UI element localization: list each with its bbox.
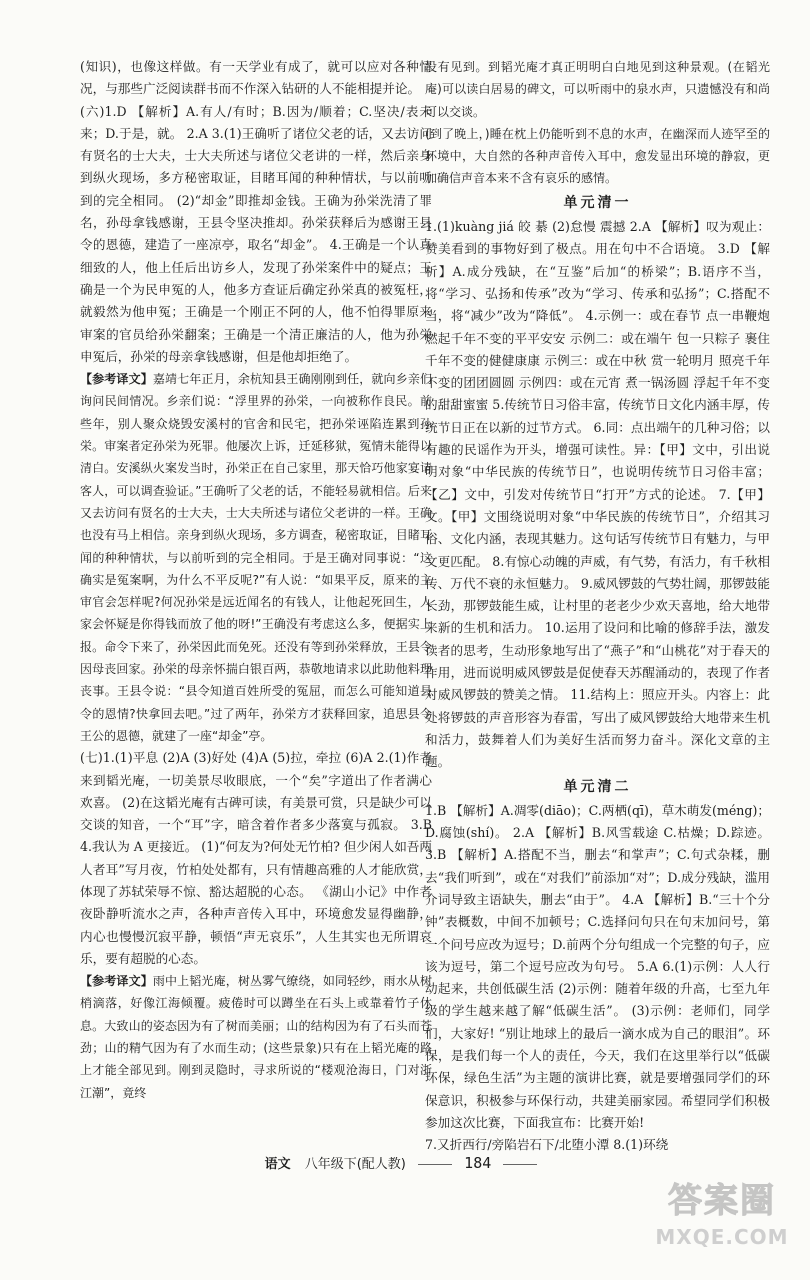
left-column: [80, 56, 432, 1104]
watermark-logo: [642, 1178, 802, 1270]
footer-grade: 八年级下(配人教): [304, 1157, 406, 1172]
translation-text: 雨中上韬光庵，树丛雾气缭绕，如同轻纱，雨水从树梢滴落，好像江海倾覆。疲倦时可以蹲坐在石头上或靠着竹子休息。大致山的姿态因为有了树而美丽；山的结构因为有了石头而苍劲；山的精气因为有了水而生动；(这些景象)只有在上韬光庵的路上才能全部见到。刚到灵隐时，寻求所说的“楼观沧海日，门对浙江潮”，竟终: [80, 974, 432, 1100]
unit1-answers: 1.(1)kuàng jiá 皎 綦 (2)怠慢 震撼 2.A 【解析】叹为观止：赞美看到的事物好到了极点。用在句中不合语境。 3.D 【解析】A.成分残缺，在“互鉴”后加“的桥梁”；B.语序不当，将“学习、弘扬和传承”改为“学习、传承和弘扬”；C.搭配不当，将“减少”改为“降低”。 4.示例一：或在春节 点一串鞭炮 燃起千年不变的平平安安 示例二：或在端午 包一只粽子 裹住千年不变的健健康康 示例三：或在中秋 赏一轮明月 照亮千年不变的团团圆圆 示例四：或在元宵 煮一锅汤圆 浮起千年不变的甜甜蜜蜜 5.传统节日习俗丰富，传统节日文化内涵丰厚，传统节日正在以新的过节方式。 6.同：点出端午的几种习俗；以有趣的民谣作为开头，增强可读性。异：【甲】文中，引出说明对象“中华民族的传统节日”，也说明传统节日习俗丰富；【乙】文中，引发对传统节日“打开”方式的论述。 7.【甲】文。【甲】文围绕说明对象“中华民族的传统节日”，介绍其习俗、文化内涵，表现其魅力。这句话写传统节日有魅力，与甲文更匹配。 8.有惊心动魄的声威，有气势，有活力，有千秋相传、万代不衰的永恒魅力。 9.威风锣鼓的气势壮阔，那锣鼓能长劲，那锣鼓能生威，让村里的老老少少欢天喜地，给大地带来新的生机和活力。 10.运用了设问和比喻的修辞手法，激发读者的思考，生动形象地写出了“燕子”和“山桃花”对于春天的作用，进而说明威风锣鼓是促使春天苏醒涌动的，表现了作者对威风锣鼓的赞美之情。 11.结构上：照应开头。内容上：此处将锣鼓的声音形容为春雷，写出了威风锣鼓给大地带来生机和活力，鼓舞着人们为美好生活而努力奋斗。深化文章的主题。: [425, 219, 770, 770]
watermark-logo-text: 答案圈: [668, 1181, 776, 1221]
footer-separator-right: [503, 1164, 537, 1165]
translation-tag: 【参考译文】: [80, 372, 153, 387]
translation-section-6: [80, 368, 432, 747]
translation-continued: 没有见到。到韬光庵才真正明明白白地见到这种景观。(在韬光庵)可以读白居易的碑文，可以听雨中的泉水声，只遗憾没有和尚可以交谈。: [425, 60, 770, 119]
unit2-answers-continued: 7.又折西行/旁陷岩石下/北堕小潭 8.(1)环绕: [425, 1137, 669, 1153]
unit-heading-2: 单元清二: [563, 778, 632, 795]
right-column: [425, 56, 770, 1157]
answer-section-7: (七)1.(1)平息 (2)A (3)好处 (4)A (5)拉，牵拉 (6)A 2.(1)作者来到韬光庵，一切美景尽收眼底，一个“矣”字道出了作者满心欢喜。 (2)在这韬光庵有古碑可读，有美景可赏，只是缺少可以交谈的知音，一个“耳”字，暗含着作者多少落寞与孤寂。 3.B 4.我认为 A 更接近。 (1)“何友为?何处无竹柏? 但少闲人如吾两人者耳”写月夜，竹柏处处都有，只有情趣高雅的人才能欣赏，体现了苏轼荣辱不惊、豁达超脱的心态。 《湖山小记》中作者夜卧静听流水之声，各种声音传入耳中，环境愈发显得幽静，内心也慢慢沉寂平静，顿悟“声无哀乐”，人生其实也无所谓哀乐，要有超脱的心态。: [80, 750, 432, 966]
footer-subject: 语文: [264, 1157, 291, 1172]
footer-separator-left: [418, 1164, 452, 1165]
watermark-url: MXQE.COM: [655, 1225, 789, 1249]
translation-night: (到了晚上，)睡在枕上仍能听到不息的水声，在幽深而人迹罕至的环境中，大自然的各种声音传入耳中，愈发显出环境的静寂，更加确信声音本来不含有哀乐的感情。: [425, 126, 770, 186]
translation-text: 嘉靖七年正月，余杭知县王确刚刚到任，就向乡亲们询问民间情况。乡亲们说：“浮里界的孙栄，一向被称作良民。前些年，别人聚众烧毁安溪村的官舍和民宅，把孙栄诬陷连累到孙栄。审案者定孙栄为死罪。他屡次上诉，迁延移狱，冤情未能得以清白。安溪纵火案发当时，孙栄正在自己家里，那天恰巧他家宴请客人，可以调查验证。”王确听了父老的话，不能轻易就相信。后来又去访问有贤名的士大夫，士大夫所述与诸位父老讲的一样。王确也没有马上相信。亲身到纵火现场，多方调查，秘密取证，目睹耳闻的种种情状，与以前听到的完全相同。于是王确对同事说：“这确实是冤案啊，为什么不平反呢?”有人说：“如果平反，原来的主审官会怎样呢?何况孙栄是远近闻名的有钱人，让他起死回生，人家会怀疑是你得钱而放了他的呀!”王确没有考虑这么多，便据实上报。命令下来了，孙栄因此而免死。还没有等到孙栄释放，王县令因母丧回家。孙栄的母亲怀揣白银百两，恭敬地请求以此助他料理丧事。王县令说：“县令知道百姓所受的冤屈，而怎么可能知道县令的恩情?快拿回去吧。”过了两年，孙栄方才获释回家，追思县令王公的恩德，就建了一座“却金”亭。: [80, 372, 432, 743]
unit-heading-1: 单元清一: [563, 194, 632, 211]
unit2-answers: 1.B 【解析】A.凋零(diāo)；C.两栖(qī)，草木萌发(méng)；D.腐蚀(shí)。 2.A 【解析】B.风雪载途 C.枯燥；D.踪迹。 3.B 【解析】A.搭配不当，删去“和掌声”；C.句式杂糅，删去“我们听到”，或在“对我们”前添加“对”；D.成分残缺，滥用介词导致主语缺失，删去“由于”。 4.A 【解析】B.“三十个分钟”表概数，中间不加顿号；C.选择问句只在句末加问号，第一个问号应改为逗号；D.前两个分句组成一个完整的句子，应该为逗号，第二个逗号应改为句号。 5.A 6.(1)示例：人人行动起来，共创低碳生活 (2)示例：随着年级的升高，七至九年级的学生越来越了解“低碳生活”。 (3)示例：老师们，同学们，大家好! “别让地球上的最后一滴水成为自己的眼泪”。环保，是我们每一个人的责任，今天，我们在这里举行以“低碳环保，绿色生活”为主题的演讲比赛，就是要增强同学们的环保意识，积极参与环保行动，共建美丽家园。希望同学们积极参加这次比赛，下面我宣布：比赛开始!: [425, 802, 770, 1130]
page-number: 184: [464, 1154, 492, 1172]
translation-section-7: [80, 970, 432, 1104]
page-footer: [0, 1153, 810, 1172]
translation-tag: 【参考译文】: [80, 974, 153, 989]
paragraph-knowledge: (知识)，也像这样做。有一天学业有成了，就可以应对各种情况，与那些广泛阅读群书而不作深入钻研的人不能相提并论。: [80, 59, 432, 97]
answer-section-6: (六)1.D 【解析】A.有人/有时；B.因为/顺着；C.坚决/表未来；D.于是，就。 2.A 3.(1)王确听了诸位父老的话，又去访问有贤名的士大夫，士大夫所述与诸位父老讲的一样，然后亲身到纵火现场，多方秘密取证，目睹耳闻的种种情状，与以前听到的完全相同。 (2)“却金”即推却金钱。王确为孙栄洗清了罪名，孙母拿钱感谢，王县令坚决推却。孙栄获释后为感谢王县令的恩德，建造了一座凉亭，取名“却金”。 4.王确是一个认真细致的人，他上任后出访乡人，发现了孙栄案件中的疑点；王确是一个为民申冤的人，他多方查证后确定孙栄真的被冤枉，就毅然为他申冤；王确是一个刚正不阿的人，他不怕得罪原来审案的官员给孙栄翻案；王确是一个清正廉洁的人，他为孙栄申冤后，孙栄的母亲拿钱感谢，但是他却拒绝了。: [80, 103, 432, 364]
